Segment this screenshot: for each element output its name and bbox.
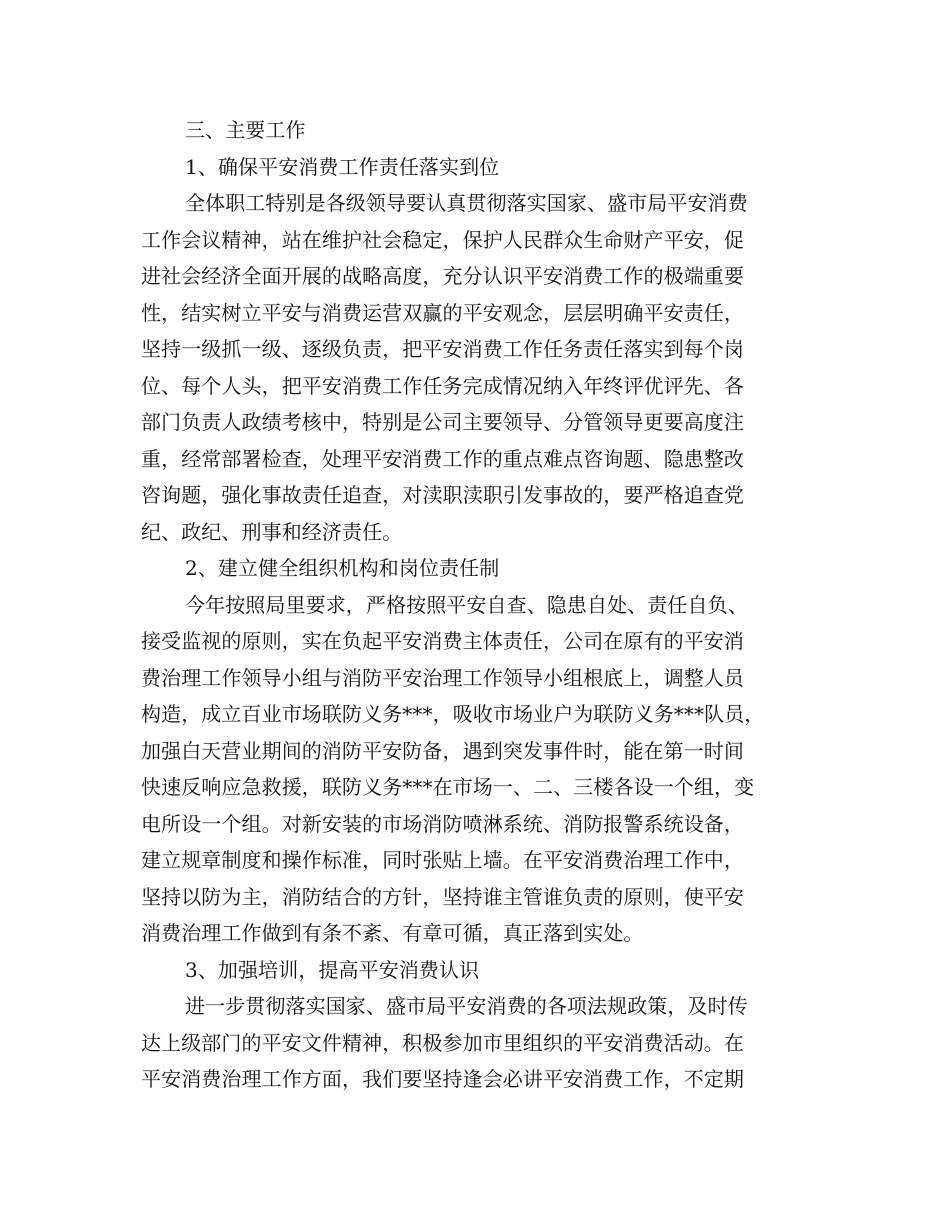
- document-body: [141, 112, 821, 1098]
- subheading-2: 2、建立健全组织机构和岗位责任制: [185, 556, 500, 580]
- paragraph-1-line-10: 纪、政纪、刑事和经济责任。: [141, 519, 403, 544]
- paragraph-2-line-2: 接受监视的原则，实在负起平安消费主体责任，公司在原有的平安消: [141, 629, 744, 653]
- paragraph-2-line-5: 加强白天营业期间的消防平安防备，遇到突发事件时，能在第一时间: [141, 738, 744, 763]
- paragraph-1-line-3: 进社会经济全面开展的战略高度，充分认识平安消费工作的极端重要: [141, 264, 744, 288]
- paragraph-3-line-3: 平安消费治理工作方面，我们要坚持逢会必讲平安消费工作，不定期: [141, 1067, 744, 1091]
- paragraph-2-line-6: 快速反响应急救援，联防义务***在市场一、二、三楼各设一个组，变: [141, 775, 755, 799]
- paragraph-3-line-2: 达上级部门的平安文件精神，积极参加市里组织的平安消费活动。在: [141, 1030, 744, 1055]
- paragraph-2-line-3: 费治理工作领导小组与消防平安治理工作领导小组根底上，调整人员: [141, 665, 744, 690]
- paragraph-1-line-1: 全体职工特别是各级领导要认真贯彻落实国家、盛市局平安消费: [185, 191, 748, 215]
- section-heading: 三、主要工作: [185, 118, 306, 142]
- paragraph-1-line-9: 咨询题，强化事故责任追查，对渎职渎职引发事故的，要严格追查党: [141, 483, 744, 507]
- paragraph-1-line-5: 坚持一级抓一级、逐级负责，把平安消费工作任务责任落实到每个岗: [141, 337, 744, 361]
- paragraph-2-line-10: 消费治理工作做到有条不紊、有章可循，真正落到实处。: [141, 921, 644, 945]
- paragraph-2-line-1: 今年按照局里要求，严格按照平安自查、隐患自处、责任自负、: [185, 592, 748, 617]
- paragraph-2-line-9: 坚持以防为主，消防结合的方针，坚持谁主管谁负责的原则，使平安: [141, 884, 744, 909]
- subheading-3: 3、加强培训，提高平安消费认识: [185, 957, 480, 982]
- subheading-1: 1、确保平安消费工作责任落实到位: [185, 154, 500, 179]
- paragraph-1-line-8: 重，经常部署检查，处理平安消费工作的重点难点咨询题、隐患整改: [141, 446, 744, 471]
- paragraph-2-line-7: 电所设一个组。对新安装的市场消防喷淋系统、消防报警系统设备，: [141, 811, 744, 836]
- paragraph-1-line-6: 位、每个人头，把平安消费工作任务完成情况纳入年终评优评先、各: [141, 373, 744, 398]
- paragraph-1-line-2: 工作会议精神，站在维护社会稳定，保护人民群众生命财产平安，促: [141, 227, 744, 252]
- paragraph-1-line-4: 性，结实树立平安与消费运营双赢的平安观念，层层明确平安责任，: [141, 300, 744, 325]
- paragraph-2-line-8: 建立规章制度和操作标准，同时张贴上墙。在平安消费治理工作中，: [141, 848, 744, 872]
- paragraph-3-line-1: 进一步贯彻落实国家、盛市局平安消费的各项法规政策，及时传: [185, 994, 748, 1018]
- paragraph-2-line-4: 构造，成立百业市场联防义务***，吸收市场业户为联防义务***队员，: [141, 702, 765, 726]
- paragraph-1-line-7: 部门负责人政绩考核中，特别是公司主要领导、分管领导更要高度注: [141, 410, 744, 434]
